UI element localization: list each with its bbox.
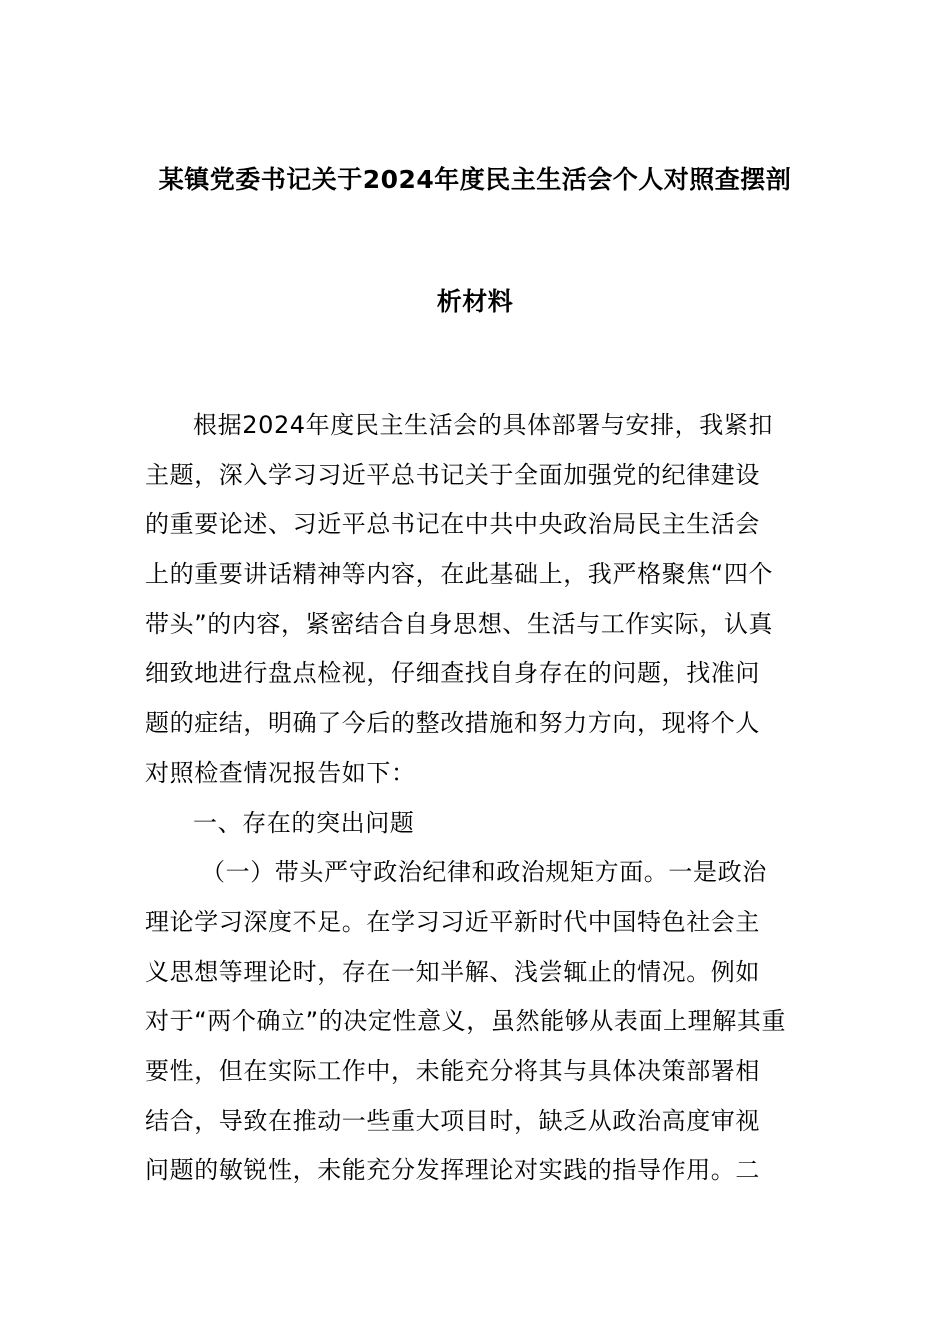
body-line: 义思想等理论时，存在一知半解、浅尝辄止的情况。例如 — [145, 957, 760, 986]
body-line: 主题，深入学习习近平总书记关于全面加强党的纪律建设 — [145, 460, 760, 489]
body-line: 根据2024年度民主生活会的具体部署与安排，我紧扣 — [193, 411, 774, 439]
subsection-start: （一）带头严守政治纪律和政治规矩方面。一是政治 — [201, 858, 767, 887]
body-line: 带头”的内容，紧密结合自身思想、生活与工作实际，认真 — [145, 609, 774, 638]
body-line: 细致地进行盘点检视，仔细查找自身存在的问题，找准问 — [145, 659, 760, 688]
body-line: 问题的敏锐性，未能充分发挥理论对实践的指导作用。二 — [145, 1156, 760, 1185]
body-line: 题的症结，明确了今后的整改措施和努力方向，现将个人 — [145, 709, 760, 738]
body-line: 对照检查情况报告如下： — [145, 758, 416, 787]
body-line: 理论学习深度不足。在学习习近平新时代中国特色社会主 — [145, 907, 760, 936]
body-line: 上的重要讲话精神等内容，在此基础上，我严格聚焦“四个 — [145, 560, 774, 589]
document-title-line-1: 某镇党委书记关于2024年度民主生活会个人对照查摆剖 — [158, 165, 792, 194]
body-line: 结合，导致在推动一些重大项目时，缺乏从政治高度审视 — [145, 1106, 760, 1135]
body-line: 对于“两个确立”的决定性意义，虽然能够从表面上理解其重 — [145, 1007, 787, 1036]
document-body — [145, 401, 805, 1196]
document-title-line-2: 析材料 — [436, 287, 514, 316]
body-line: 要性，但在实际工作中，未能充分将其与具体决策部署相 — [145, 1056, 760, 1085]
section-heading: 一、存在的突出问题 — [193, 808, 415, 837]
body-line: 的重要论述、习近平总书记在中共中央政治局民主生活会 — [145, 510, 760, 539]
